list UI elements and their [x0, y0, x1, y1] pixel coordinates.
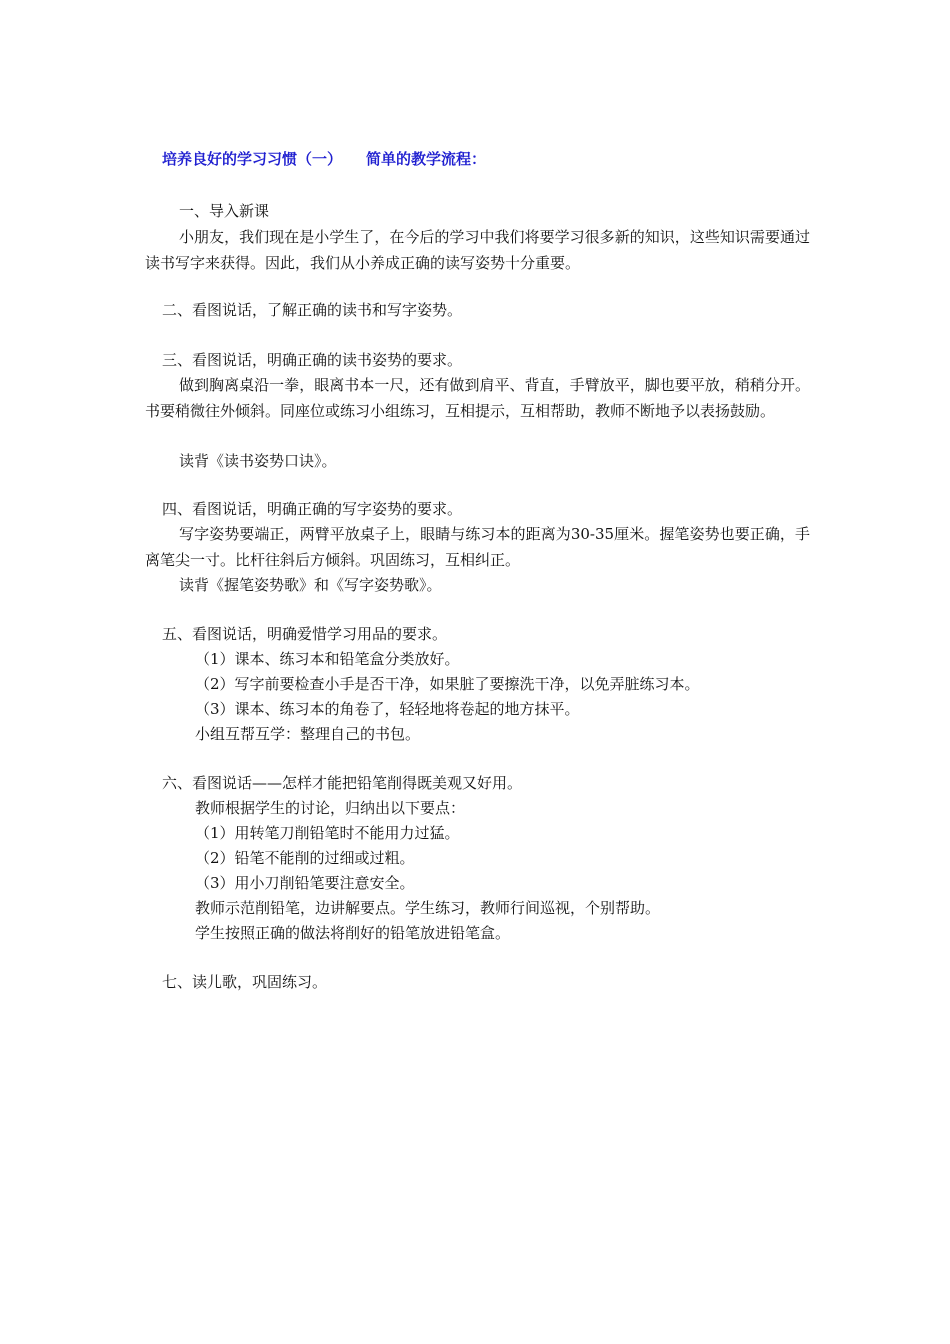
section-6-line-1: 教师示范削铅笔，边讲解要点。学生练习，教师行间巡视，个别帮助。	[195, 899, 661, 917]
list-item: （2）铅笔不能削的过细或过粗。	[195, 849, 415, 867]
title-main: 培养良好的学习习惯（一）	[162, 150, 343, 168]
section-6-heading: 六、看图说话——怎样才能把铅笔削得既美观又好用。	[162, 774, 523, 792]
list-item: （1）用转笔刀削铅笔时不能用力过猛。	[195, 824, 460, 842]
section-4-paragraph: 写字姿势要端正，两臂平放桌子上，眼睛与练习本的距离为30-35厘米。握笔姿势也要正确，手离笔尖一寸。比杆往斜后方倾斜。巩固练习，互相纠正。	[145, 525, 810, 569]
section-7-heading: 七、读儿歌，巩固练习。	[162, 973, 328, 991]
title-sub: 简单的教学流程：	[366, 150, 487, 168]
section-5-line: 小组互帮互学：整理自己的书包。	[195, 725, 421, 743]
list-item: （1）课本、练习本和铅笔盒分类放好。	[195, 650, 460, 668]
list-item: （3）课本、练习本的角卷了，轻轻地将卷起的地方抹平。	[195, 700, 580, 718]
section-4-heading: 四、看图说话，明确正确的写字姿势的要求。	[162, 500, 463, 518]
section-3-paragraph: 做到胸离桌沿一拳，眼离书本一尺，还有做到肩平、背直，手臂放平，脚也要平放，稍稍分开。书要稍微往外倾斜。同座位或练习小组练习，互相提示，互相帮助，教师不断地予以表扬鼓励。	[145, 376, 810, 420]
section-2-heading: 二、看图说话，了解正确的读书和写字姿势。	[162, 301, 463, 319]
section-5-heading: 五、看图说话，明确爱惜学习用品的要求。	[162, 625, 448, 643]
section-1-heading: 一、导入新课	[179, 202, 270, 220]
section-4-line: 读背《握笔姿势歌》和《写字姿势歌》。	[179, 576, 442, 594]
section-3-heading: 三、看图说话，明确正确的读书姿势的要求。	[162, 351, 463, 369]
section-6-intro: 教师根据学生的讨论，归纳出以下要点：	[195, 799, 466, 817]
section-1-paragraph: 小朋友，我们现在是小学生了，在今后的学习中我们将要学习很多新的知识，这些知识需要通过读书写字来获得。因此，我们从小养成正确的读写姿势十分重要。	[145, 228, 810, 272]
section-6-line-2: 学生按照正确的做法将削好的铅笔放进铅笔盒。	[195, 924, 511, 942]
list-item: （2）写字前要检查小手是否干净，如果脏了要擦洗干净，以免弄脏练习本。	[195, 675, 700, 693]
document-title	[162, 148, 486, 169]
section-3-line: 读背《读书姿势口诀》。	[179, 452, 337, 470]
list-item: （3）用小刀削铅笔要注意安全。	[195, 874, 415, 892]
